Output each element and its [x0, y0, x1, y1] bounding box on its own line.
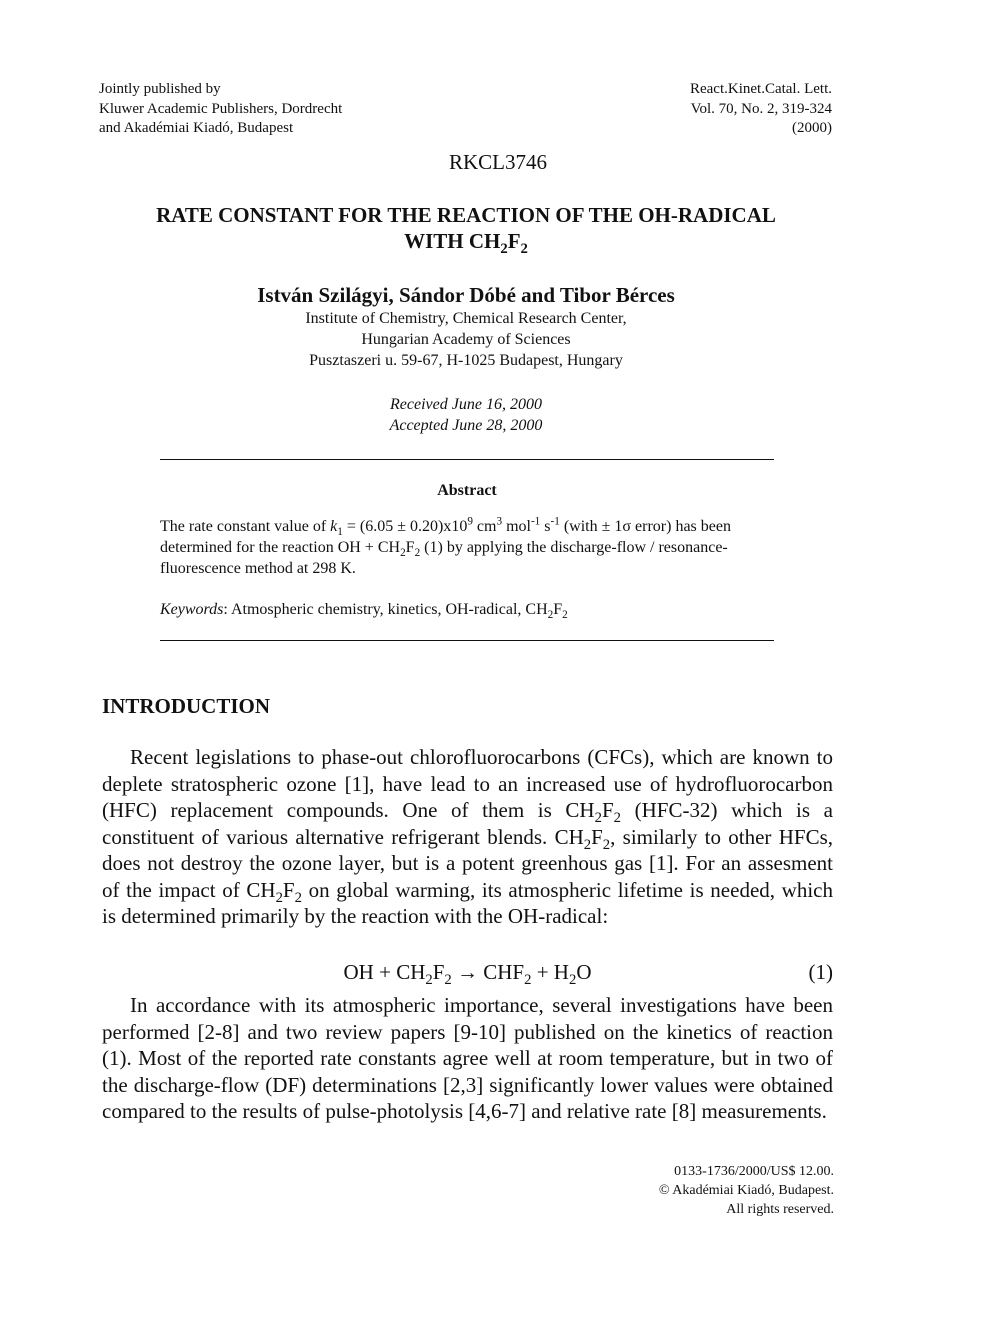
journal-line: (2000) — [792, 120, 832, 136]
journal-line: Vol. 70, No. 2, 319-324 — [690, 100, 832, 117]
reaction-equation — [102, 960, 833, 989]
affiliation — [180, 308, 752, 371]
affiliation-line: Institute of Chemistry, Chemical Research Center, — [305, 310, 627, 327]
received-date: Received June 16, 2000 — [390, 396, 542, 413]
intro-paragraph-2: In accordance with its atmospheric importance, several investigations have been performed [2-8] and two review papers [9-10] published on the kinetics of reaction (1). Most of the reported rate constants agree well at room temperature, but in two of the discharge-flow (DF) determinations [2,3] significantly lower values were obtained compared to the results of pulse-photolysis [4,6-7] and relative rate [8] measurements. — [102, 993, 833, 1123]
equation-number: (1) — [808, 960, 833, 984]
divider-bottom — [160, 640, 774, 641]
authors: István Szilágyi, Sándor Dóbé and Tibor Bérces — [257, 283, 675, 307]
footer-line: 0133-1736/2000/US$ 12.00. — [674, 1164, 834, 1179]
publisher-line: Jointly published by — [99, 81, 221, 97]
footer-line: All rights reserved. — [726, 1202, 834, 1217]
section-heading: INTRODUCTION — [102, 694, 271, 718]
affiliation-line: Hungarian Academy of Sciences — [361, 331, 571, 348]
publisher-line: Kluwer Academic Publishers, Dordrecht — [99, 100, 343, 117]
copyright-footer — [659, 1162, 834, 1219]
equation-body: OH + $CH_2F_2 \to CHF_2 + H_2O$ — [343, 960, 592, 989]
title-line-2: WITH $CH_2F_2$ — [404, 229, 528, 258]
affiliation-line: Pusztaszeri u. 59-67, H-1025 Budapest, Hungary — [309, 352, 623, 369]
keywords-label: Keywords — [160, 601, 224, 618]
intro-paragraph-1: Recent legislations to phase-out chlorofluorocarbons (CFCs), which are known to deplete stratospheric ozone [1], have lead to an increased use of hydrofluorocarbon (HFC) replacement compounds. One of them is $CH_2F_2$ (HFC-32) which is a constituent of various alternative refrigerant blends. $CH_2F_2$, similarly to other HFCs, does not destroy the ozone layer, but is a potent greenhous gas [1]. For an assesment of the impact of $CH_2F_2$ on global warming, its atmospheric lifetime is needed, which is determined primarily by the reaction with the OH-radical: — [102, 745, 833, 928]
publisher-line: and Akadémiai Kiadó, Budapest — [99, 120, 294, 136]
document-id: RKCL3746 — [448, 150, 547, 174]
accepted-date: Accepted June 28, 2000 — [389, 417, 543, 434]
footer-line: © Akadémiai Kiadó, Budapest. — [658, 1183, 834, 1198]
divider-top — [160, 459, 774, 460]
publisher-block — [99, 80, 342, 139]
journal-line: React.Kinet.Catal. Lett. — [689, 81, 832, 97]
journal-citation — [690, 80, 832, 139]
title-line-1: RATE CONSTANT FOR THE REACTION OF THE OH-RADICAL — [156, 203, 776, 227]
dates — [180, 394, 752, 436]
abstract-heading: Abstract — [437, 482, 497, 499]
abstract-text: The rate constant value of $k_1 = (6.05 \pm 0.20)x10^9$ $cm^3$ mol$^{-1}$ $s^{-1}$ (with ± 1σ error) has been determined for the reaction OH + $CH_2F_2$ (1) by applying the discharge-flow / resonance-fluorescence method at 298 K. — [160, 515, 731, 577]
paper-title — [110, 202, 822, 258]
keywords: Keywords: Atmospheric chemistry, kinetics, OH-radical, $CH_2F_2$ — [160, 601, 568, 622]
